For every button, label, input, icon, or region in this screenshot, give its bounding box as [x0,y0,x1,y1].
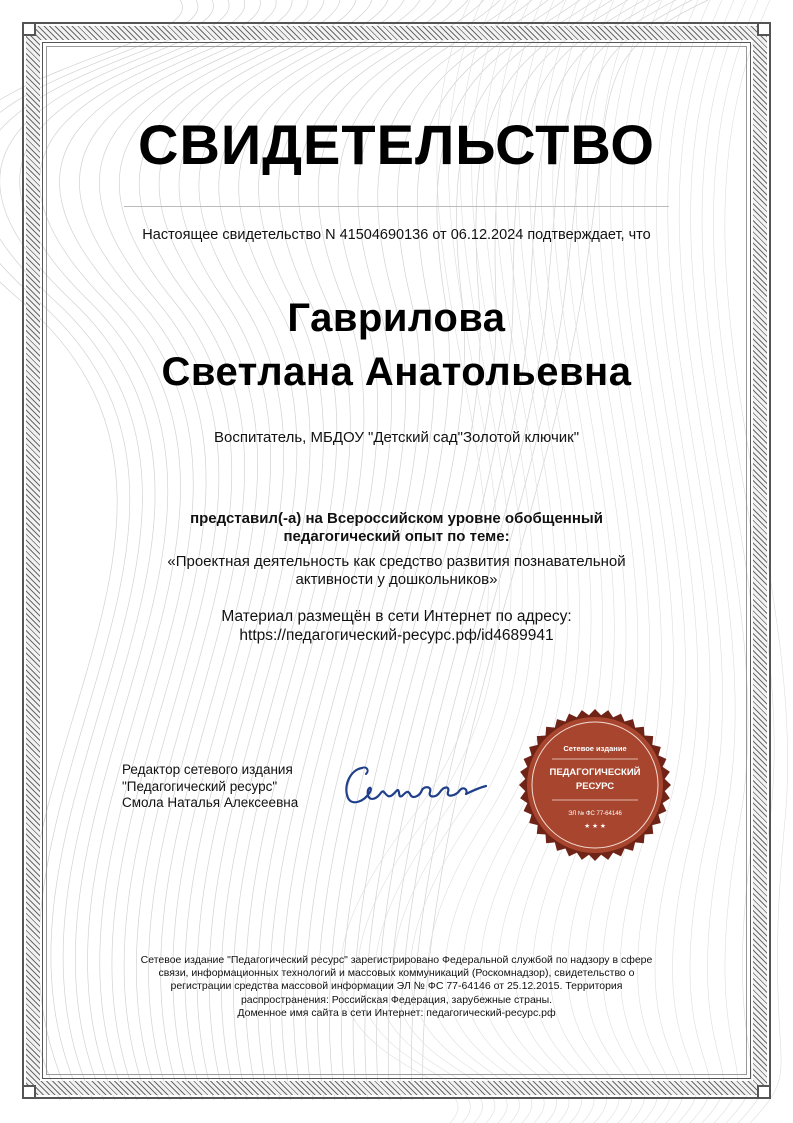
editor-line: "Педагогический ресурс" [122,778,278,794]
recipient-surname: Гаврилова [287,296,506,340]
frame-corner [22,1085,36,1099]
title-divider [124,206,669,207]
seal-stars: ★ ★ ★ [584,822,606,830]
footer-line: распространения: Российская Федерация, зарубежные страны. [240,993,553,1006]
seal-top-text: Сетевое издание [563,744,627,753]
seal-main-line: РЕСУРС [575,781,615,792]
confirmation-line: Настоящее свидетельство N 41504690136 от 06.12.2024 подтверждает, что [142,227,651,243]
frame-corner [757,22,771,36]
footer-line: регистрации средства массовой информации ЭЛ № ФС 77-64146 от 25.12.2015. Территория [170,980,623,993]
editor-block [122,762,298,812]
topic-line: активности у дошкольников» [295,571,498,588]
footer-line: связи, информационных технологий и массовых коммуникаций (Роскомнадзор), свидетельство о [158,967,635,980]
material-location [130,607,663,645]
presented-statement [150,510,643,546]
material-label: Материал размещён в сети Интернет по адресу: [221,608,572,625]
topic-text [130,553,663,589]
recipient-given-names: Светлана Анатольевна [161,350,632,394]
editor-name: Смола Наталья Алексеевна [122,795,299,810]
registration-footer [118,954,675,1020]
seal-main-line: ПЕДАГОГИЧЕСКИЙ [549,767,641,778]
certificate-title: СВИДЕТЕЛЬСТВО [138,113,655,176]
handwritten-signature-icon [340,756,500,816]
recipient-position: Воспитатель, МБДОУ "Детский сад"Золотой ключик" [213,429,580,446]
presented-line: представил(-а) на Всероссийском уровне обобщенный [190,510,603,527]
frame-corner [757,1085,771,1099]
seal-reg-number: ЭЛ № ФС 77-64146 [568,811,622,817]
material-url: https://педагогический-ресурс.рф/id4689941 [239,627,554,644]
presented-line: педагогический опыт по теме: [283,528,510,545]
topic-line: «Проектная деятельность как средство развития познавательной [167,553,626,570]
editor-line: Редактор сетевого издания [122,762,293,777]
footer-line: Доменное имя сайта в сети Интернет: педагогический-ресурс.рф [237,1006,556,1019]
frame-corner [22,22,36,36]
publication-seal [518,708,672,862]
footer-line: Сетевое издание "Педагогический ресурс" зарегистрировано Федеральной службой по надзору в сфере [140,954,653,966]
